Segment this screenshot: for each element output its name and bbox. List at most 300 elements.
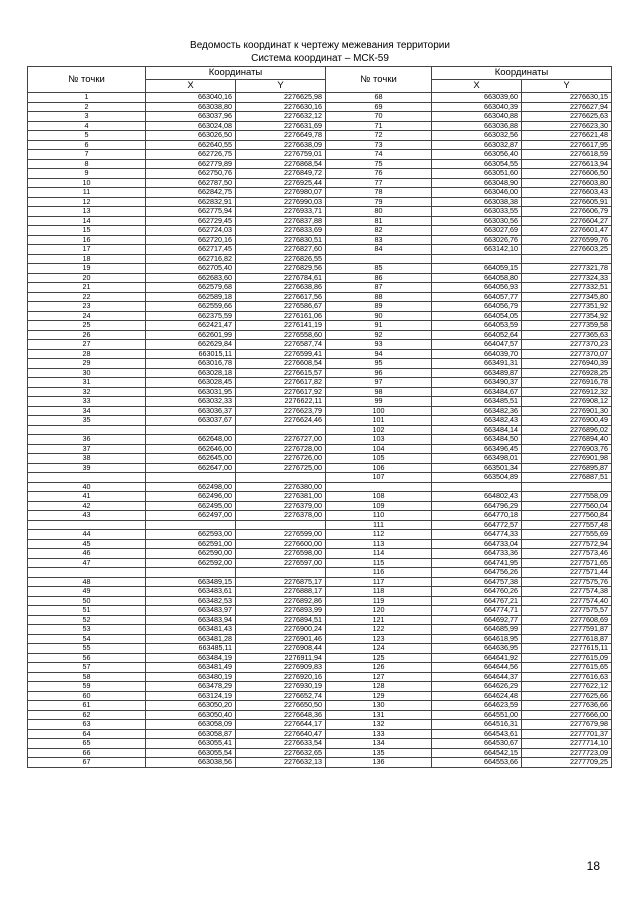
right-point-number-cell — [326, 482, 432, 492]
table-row — [28, 729, 612, 739]
right-point-number-cell: 103 — [326, 435, 432, 445]
right-point-number-cell: 126 — [326, 663, 432, 673]
left-x-cell: 663024,08 — [146, 121, 236, 131]
left-point-number-cell: 50 — [28, 596, 146, 606]
left-y-cell: 2276827,60 — [236, 245, 326, 255]
table-row — [28, 397, 612, 407]
table-row — [28, 207, 612, 217]
right-y-cell: 2277572,94 — [522, 539, 612, 549]
left-y-cell: 2276726,00 — [236, 454, 326, 464]
left-point-number-cell: 4 — [28, 121, 146, 131]
document-title: Ведомость координат к чертежу межевания территории — [190, 40, 450, 51]
right-x-cell: 664623,59 — [432, 701, 522, 711]
right-point-number-cell: 75 — [326, 159, 432, 169]
right-x-cell: 663051,60 — [432, 169, 522, 179]
right-point-number-cell: 119 — [326, 596, 432, 606]
right-x-cell: 664757,38 — [432, 577, 522, 587]
left-y-cell: 2276894,51 — [236, 615, 326, 625]
table-row — [28, 435, 612, 445]
table-row — [28, 140, 612, 150]
right-point-number-cell: 123 — [326, 634, 432, 644]
table-row — [28, 416, 612, 426]
right-x-cell: 663489,87 — [432, 368, 522, 378]
table-row — [28, 748, 612, 758]
left-x-cell: 663055,41 — [146, 739, 236, 749]
left-x-cell: 663481,49 — [146, 663, 236, 673]
right-point-number-cell: 118 — [326, 587, 432, 597]
right-point-number-cell: 111 — [326, 520, 432, 530]
left-point-number-cell: 67 — [28, 758, 146, 768]
right-x-cell: 664796,29 — [432, 501, 522, 511]
right-point-number-cell: 86 — [326, 273, 432, 283]
right-y-cell: 2277345,80 — [522, 292, 612, 302]
left-x-cell: 663050,40 — [146, 710, 236, 720]
left-x-cell: 662647,00 — [146, 463, 236, 473]
left-y-cell: 2276623,79 — [236, 406, 326, 416]
right-x-cell: 663033,55 — [432, 207, 522, 217]
left-x-cell: 663031,95 — [146, 387, 236, 397]
right-y-cell: 2277359,58 — [522, 321, 612, 331]
table-row — [28, 159, 612, 169]
left-x-cell: 662592,00 — [146, 558, 236, 568]
left-point-number-cell: 40 — [28, 482, 146, 492]
left-x-cell: 662729,45 — [146, 216, 236, 226]
right-y-cell: 2276887,51 — [522, 473, 612, 483]
left-x-cell: 662645,00 — [146, 454, 236, 464]
right-x-cell: 663026,76 — [432, 235, 522, 245]
right-y-cell: 2277574,40 — [522, 596, 612, 606]
left-point-number-cell: 54 — [28, 634, 146, 644]
right-x-cell — [432, 482, 522, 492]
right-x-cell: 664772,57 — [432, 520, 522, 530]
left-y-cell: 2276900,24 — [236, 625, 326, 635]
left-x-cell: 663037,96 — [146, 112, 236, 122]
left-x-cell: 663058,87 — [146, 729, 236, 739]
left-y-cell: 2276600,00 — [236, 539, 326, 549]
right-y-cell: 2276603,80 — [522, 178, 612, 188]
left-y-cell: 2276911,94 — [236, 653, 326, 663]
header-coordinates-right: Координаты — [432, 67, 612, 80]
right-y-cell: 2276603,43 — [522, 188, 612, 198]
left-x-cell: 663489,15 — [146, 577, 236, 587]
left-x-cell: 662716,82 — [146, 254, 236, 264]
left-x-cell: 663482,53 — [146, 596, 236, 606]
table-row — [28, 340, 612, 350]
left-point-number-cell: 32 — [28, 387, 146, 397]
right-y-cell: 2276603,25 — [522, 245, 612, 255]
left-x-cell — [146, 520, 236, 530]
right-x-cell: 664047,57 — [432, 340, 522, 350]
right-y-cell: 2277575,57 — [522, 606, 612, 616]
left-point-number-cell: 33 — [28, 397, 146, 407]
right-y-cell: 2276618,59 — [522, 150, 612, 160]
table-row — [28, 254, 612, 264]
right-y-cell: 2276613,94 — [522, 159, 612, 169]
right-point-number-cell: 104 — [326, 444, 432, 454]
left-y-cell: 2276632,13 — [236, 758, 326, 768]
left-y-cell: 2276622,11 — [236, 397, 326, 407]
right-x-cell: 664767,21 — [432, 596, 522, 606]
right-y-cell: 2277370,23 — [522, 340, 612, 350]
right-point-number-cell: 73 — [326, 140, 432, 150]
left-y-cell: 2276379,00 — [236, 501, 326, 511]
right-y-cell: 2277321,78 — [522, 264, 612, 274]
left-point-number-cell: 31 — [28, 378, 146, 388]
left-x-cell: 662375,59 — [146, 311, 236, 321]
right-point-number-cell: 68 — [326, 93, 432, 103]
right-point-number-cell: 110 — [326, 511, 432, 521]
left-y-cell: 2276631,69 — [236, 121, 326, 131]
table-row — [28, 226, 612, 236]
right-y-cell: 2277714,10 — [522, 739, 612, 749]
right-point-number-cell: 107 — [326, 473, 432, 483]
right-point-number-cell: 130 — [326, 701, 432, 711]
left-x-cell: 662593,00 — [146, 530, 236, 540]
right-x-cell: 664542,15 — [432, 748, 522, 758]
table-row — [28, 131, 612, 141]
table-row — [28, 501, 612, 511]
table-row — [28, 292, 612, 302]
left-point-number-cell: 34 — [28, 406, 146, 416]
right-y-cell: 2277615,11 — [522, 644, 612, 654]
right-y-cell: 2276894,40 — [522, 435, 612, 445]
right-y-cell — [522, 254, 612, 264]
right-point-number-cell: 82 — [326, 226, 432, 236]
left-x-cell: 662646,00 — [146, 444, 236, 454]
left-y-cell: 2276617,82 — [236, 378, 326, 388]
table-row — [28, 539, 612, 549]
right-point-number-cell: 83 — [326, 235, 432, 245]
right-x-cell: 664733,36 — [432, 549, 522, 559]
right-y-cell: 2276900,49 — [522, 416, 612, 426]
right-point-number-cell: 128 — [326, 682, 432, 692]
right-x-cell: 663027,69 — [432, 226, 522, 236]
right-x-cell: 663056,40 — [432, 150, 522, 160]
left-y-cell: 2276759,01 — [236, 150, 326, 160]
right-point-number-cell: 122 — [326, 625, 432, 635]
right-point-number-cell: 76 — [326, 169, 432, 179]
left-y-cell: 2276652,74 — [236, 691, 326, 701]
right-y-cell: 2277351,92 — [522, 302, 612, 312]
left-point-number-cell — [28, 520, 146, 530]
left-x-cell: 662726,75 — [146, 150, 236, 160]
left-x-cell: 662717,45 — [146, 245, 236, 255]
right-y-cell: 2277571,44 — [522, 568, 612, 578]
table-row — [28, 150, 612, 160]
table-row — [28, 321, 612, 331]
left-point-number-cell: 64 — [28, 729, 146, 739]
right-point-number-cell: 109 — [326, 501, 432, 511]
right-point-number-cell: 120 — [326, 606, 432, 616]
right-x-cell: 664774,71 — [432, 606, 522, 616]
table-row — [28, 596, 612, 606]
left-point-number-cell — [28, 568, 146, 578]
table-row — [28, 568, 612, 578]
left-y-cell: 2276875,17 — [236, 577, 326, 587]
right-x-cell: 663490,37 — [432, 378, 522, 388]
right-x-cell: 664624,48 — [432, 691, 522, 701]
right-y-cell: 2276908,12 — [522, 397, 612, 407]
table-row — [28, 444, 612, 454]
left-x-cell: 662705,40 — [146, 264, 236, 274]
right-y-cell: 2277332,51 — [522, 283, 612, 293]
right-y-cell: 2277370,07 — [522, 349, 612, 359]
left-point-number-cell: 45 — [28, 539, 146, 549]
left-point-number-cell: 11 — [28, 188, 146, 198]
right-x-cell: 663498,01 — [432, 454, 522, 464]
left-point-number-cell: 14 — [28, 216, 146, 226]
right-point-number-cell: 100 — [326, 406, 432, 416]
right-x-cell: 664551,00 — [432, 710, 522, 720]
left-y-cell: 2276648,36 — [236, 710, 326, 720]
right-y-cell: 2276627,94 — [522, 102, 612, 112]
right-x-cell: 664056,93 — [432, 283, 522, 293]
left-point-number-cell: 38 — [28, 454, 146, 464]
right-point-number-cell: 116 — [326, 568, 432, 578]
table-row — [28, 368, 612, 378]
left-y-cell: 2276892,86 — [236, 596, 326, 606]
right-point-number-cell: 132 — [326, 720, 432, 730]
table-row — [28, 530, 612, 540]
right-x-cell: 664626,29 — [432, 682, 522, 692]
left-y-cell: 2276833,69 — [236, 226, 326, 236]
right-x-cell: 664052,64 — [432, 330, 522, 340]
left-x-cell: 663058,09 — [146, 720, 236, 730]
left-y-cell: 2276925,44 — [236, 178, 326, 188]
left-x-cell: 662779,89 — [146, 159, 236, 169]
right-point-number-cell: 78 — [326, 188, 432, 198]
right-y-cell: 2277560,84 — [522, 511, 612, 521]
right-point-number-cell: 127 — [326, 672, 432, 682]
left-y-cell: 2276608,54 — [236, 359, 326, 369]
right-x-cell: 663482,36 — [432, 406, 522, 416]
right-point-number-cell: 102 — [326, 425, 432, 435]
table-header-row — [28, 67, 612, 80]
right-x-cell: 663504,89 — [432, 473, 522, 483]
right-point-number-cell: 101 — [326, 416, 432, 426]
left-point-number-cell: 55 — [28, 644, 146, 654]
left-y-cell — [236, 425, 326, 435]
right-point-number-cell: 81 — [326, 216, 432, 226]
left-x-cell: 663026,50 — [146, 131, 236, 141]
left-x-cell: 663481,43 — [146, 625, 236, 635]
table-row — [28, 577, 612, 587]
left-y-cell: 2276161,06 — [236, 311, 326, 321]
left-point-number-cell: 56 — [28, 653, 146, 663]
right-y-cell: 2277618,87 — [522, 634, 612, 644]
table-row — [28, 758, 612, 768]
right-x-cell: 664756,26 — [432, 568, 522, 578]
right-x-cell: 663142,10 — [432, 245, 522, 255]
right-x-cell: 664056,79 — [432, 302, 522, 312]
left-x-cell: 662497,00 — [146, 511, 236, 521]
left-point-number-cell: 20 — [28, 273, 146, 283]
left-y-cell: 2276617,56 — [236, 292, 326, 302]
right-x-cell: 664039,70 — [432, 349, 522, 359]
right-x-cell: 663496,45 — [432, 444, 522, 454]
table-row — [28, 625, 612, 635]
table-row — [28, 273, 612, 283]
right-x-cell: 664644,37 — [432, 672, 522, 682]
right-y-cell: 2276606,50 — [522, 169, 612, 179]
table-row — [28, 672, 612, 682]
left-x-cell: 662421,47 — [146, 321, 236, 331]
right-point-number-cell: 105 — [326, 454, 432, 464]
table-row — [28, 549, 612, 559]
right-y-cell: 2277709,25 — [522, 758, 612, 768]
right-y-cell: 2277615,09 — [522, 653, 612, 663]
table-row — [28, 720, 612, 730]
left-y-cell: 2276380,00 — [236, 482, 326, 492]
left-x-cell: 663124,19 — [146, 691, 236, 701]
left-x-cell: 662590,00 — [146, 549, 236, 559]
right-y-cell: 2277560,04 — [522, 501, 612, 511]
right-y-cell: 2277723,09 — [522, 748, 612, 758]
left-point-number-cell: 63 — [28, 720, 146, 730]
table-row — [28, 387, 612, 397]
right-point-number-cell: 92 — [326, 330, 432, 340]
right-point-number-cell: 106 — [326, 463, 432, 473]
left-point-number-cell: 23 — [28, 302, 146, 312]
left-y-cell: 2276638,09 — [236, 140, 326, 150]
left-x-cell: 662775,94 — [146, 207, 236, 217]
right-x-cell: 663032,87 — [432, 140, 522, 150]
right-y-cell: 2276621,48 — [522, 131, 612, 141]
left-y-cell: 2276632,12 — [236, 112, 326, 122]
left-point-number-cell: 65 — [28, 739, 146, 749]
right-x-cell: 664058,80 — [432, 273, 522, 283]
right-x-cell: 663484,50 — [432, 435, 522, 445]
right-y-cell: 2276625,63 — [522, 112, 612, 122]
right-y-cell: 2277558,09 — [522, 492, 612, 502]
right-x-cell: 664733,04 — [432, 539, 522, 549]
left-x-cell: 663483,94 — [146, 615, 236, 625]
header-y-left: Y — [236, 80, 326, 93]
right-x-cell: 663491,31 — [432, 359, 522, 369]
right-x-cell: 664741,95 — [432, 558, 522, 568]
left-y-cell: 2276728,00 — [236, 444, 326, 454]
left-y-cell: 2276617,92 — [236, 387, 326, 397]
header-y-right: Y — [522, 80, 612, 93]
header-coordinates-left: Координаты — [146, 67, 326, 80]
right-y-cell: 2277608,69 — [522, 615, 612, 625]
left-x-cell — [146, 568, 236, 578]
right-y-cell: 2276901,98 — [522, 454, 612, 464]
left-point-number-cell: 25 — [28, 321, 146, 331]
table-row — [28, 701, 612, 711]
right-point-number-cell: 135 — [326, 748, 432, 758]
left-y-cell: 2276615,57 — [236, 368, 326, 378]
right-point-number-cell: 121 — [326, 615, 432, 625]
left-point-number-cell: 28 — [28, 349, 146, 359]
left-x-cell — [146, 473, 236, 483]
right-x-cell: 663040,88 — [432, 112, 522, 122]
left-y-cell: 2276599,41 — [236, 349, 326, 359]
table-row — [28, 406, 612, 416]
left-x-cell: 662589,18 — [146, 292, 236, 302]
left-point-number-cell: 37 — [28, 444, 146, 454]
left-x-cell: 662559,66 — [146, 302, 236, 312]
left-point-number-cell: 29 — [28, 359, 146, 369]
table-row — [28, 188, 612, 198]
right-x-cell: 664053,59 — [432, 321, 522, 331]
right-x-cell: 663039,60 — [432, 93, 522, 103]
right-point-number-cell: 117 — [326, 577, 432, 587]
table-row — [28, 121, 612, 131]
table-row — [28, 463, 612, 473]
left-y-cell: 2276933,71 — [236, 207, 326, 217]
right-y-cell: 2276601,47 — [522, 226, 612, 236]
right-x-cell: 664057,77 — [432, 292, 522, 302]
left-x-cell: 662495,00 — [146, 501, 236, 511]
right-x-cell: 663485,51 — [432, 397, 522, 407]
left-point-number-cell: 1 — [28, 93, 146, 103]
right-x-cell: 664685,99 — [432, 625, 522, 635]
right-point-number-cell: 84 — [326, 245, 432, 255]
right-x-cell: 664543,61 — [432, 729, 522, 739]
left-point-number-cell: 49 — [28, 587, 146, 597]
right-point-number-cell: 129 — [326, 691, 432, 701]
left-point-number-cell: 9 — [28, 169, 146, 179]
right-y-cell: 2276928,25 — [522, 368, 612, 378]
left-point-number-cell: 2 — [28, 102, 146, 112]
left-x-cell: 663485,11 — [146, 644, 236, 654]
right-point-number-cell: 79 — [326, 197, 432, 207]
left-point-number-cell: 21 — [28, 283, 146, 293]
table-row — [28, 264, 612, 274]
left-point-number-cell: 43 — [28, 511, 146, 521]
table-row — [28, 653, 612, 663]
right-y-cell: 2276903,76 — [522, 444, 612, 454]
left-point-number-cell: 57 — [28, 663, 146, 673]
right-y-cell: 2277615,65 — [522, 663, 612, 673]
table-row — [28, 245, 612, 255]
right-x-cell: 663501,34 — [432, 463, 522, 473]
left-point-number-cell: 51 — [28, 606, 146, 616]
left-x-cell: 662591,00 — [146, 539, 236, 549]
left-x-cell: 662496,00 — [146, 492, 236, 502]
left-point-number-cell: 13 — [28, 207, 146, 217]
left-y-cell: 2276649,78 — [236, 131, 326, 141]
table-row — [28, 710, 612, 720]
right-y-cell: 2277625,66 — [522, 691, 612, 701]
left-point-number-cell: 12 — [28, 197, 146, 207]
left-point-number-cell: 27 — [28, 340, 146, 350]
right-point-number-cell: 112 — [326, 530, 432, 540]
left-y-cell: 2276901,46 — [236, 634, 326, 644]
right-x-cell: 663048,90 — [432, 178, 522, 188]
left-y-cell: 2276725,00 — [236, 463, 326, 473]
right-x-cell: 664054,05 — [432, 311, 522, 321]
table-row — [28, 102, 612, 112]
right-point-number-cell: 99 — [326, 397, 432, 407]
left-point-number-cell: 18 — [28, 254, 146, 264]
table-row — [28, 283, 612, 293]
left-point-number-cell — [28, 425, 146, 435]
table-row — [28, 178, 612, 188]
right-point-number-cell: 125 — [326, 653, 432, 663]
right-point-number-cell: 115 — [326, 558, 432, 568]
left-point-number-cell — [28, 473, 146, 483]
left-point-number-cell: 17 — [28, 245, 146, 255]
right-x-cell: 664530,67 — [432, 739, 522, 749]
left-x-cell: 662750,76 — [146, 169, 236, 179]
right-y-cell: 2277574,38 — [522, 587, 612, 597]
header-point-number-right: № точки — [326, 67, 432, 93]
right-x-cell: 664059,15 — [432, 264, 522, 274]
page-number: 18 — [586, 859, 600, 873]
right-y-cell: 2277701,37 — [522, 729, 612, 739]
